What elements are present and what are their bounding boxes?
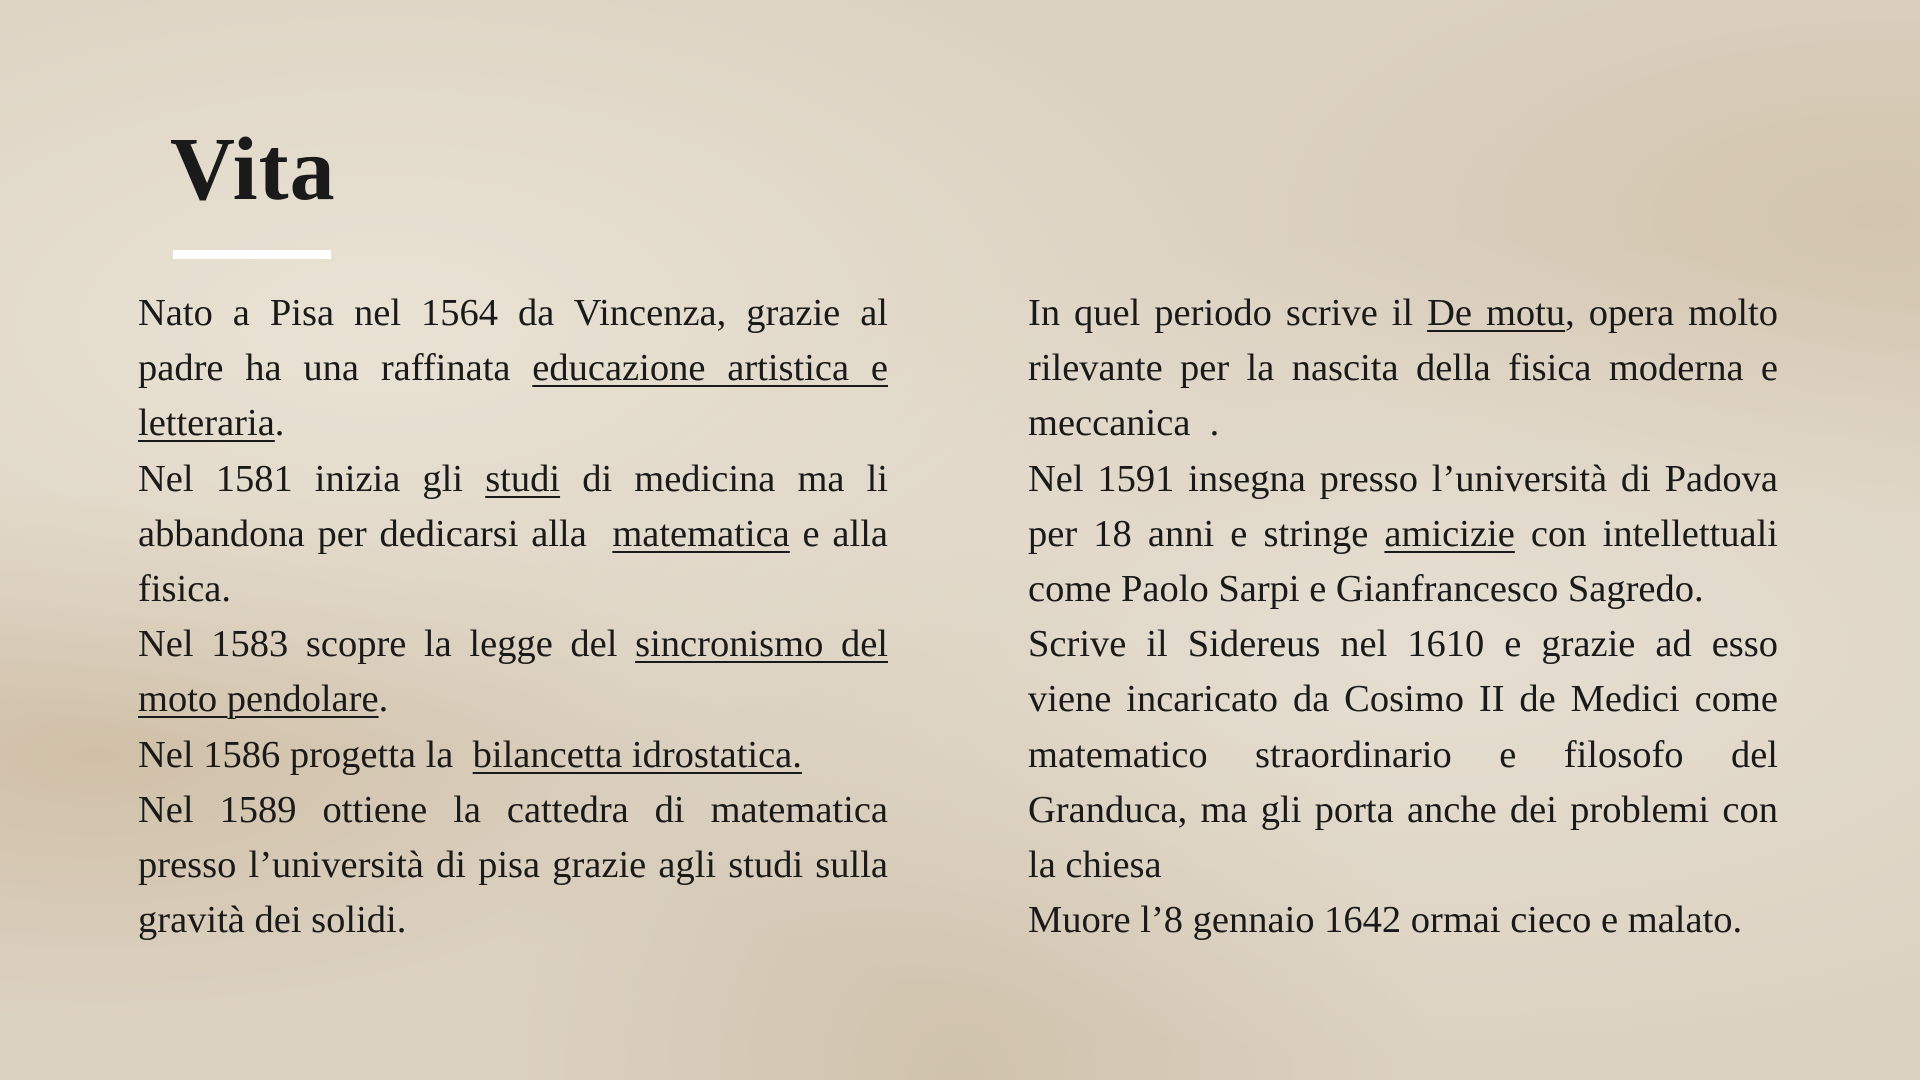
text: Nel 1581 inizia gli bbox=[138, 457, 486, 500]
left-text-column bbox=[138, 286, 898, 948]
text: Nel 1589 ottiene la cattedra di matematica presso l’università di pisa grazie agli studi sulla gravità dei solidi. bbox=[138, 788, 888, 942]
text: Nel 1583 scopre la legge del bbox=[138, 623, 636, 666]
paragraph-1583 bbox=[138, 617, 888, 727]
underlined-term: educazione artistica e letteraria bbox=[138, 347, 888, 445]
text: Nato a Pisa nel 1564 da Vincenza, grazie al padre ha una raffinata bbox=[138, 292, 888, 390]
text: Scrive il Sidereus nel 1610 e grazie ad esso viene incaricato da Cosimo II de Medici come matematico straordinario e filosofo del Granduca, ma gli porta anche dei problemi con la chiesa bbox=[1028, 623, 1778, 887]
text: Nel 1586 progetta la bbox=[138, 733, 473, 776]
paragraph-1586 bbox=[138, 728, 888, 783]
text: In quel periodo scrive il bbox=[1028, 292, 1428, 334]
underlined-term: amicizie bbox=[1384, 512, 1515, 555]
text: Nel 1591 insegna presso l’università di Padova per 18 anni e stringe bbox=[1028, 457, 1778, 555]
underlined-term: bilancetta idrostatica. bbox=[472, 733, 802, 776]
underlined-term: matematica bbox=[612, 512, 790, 555]
paragraph-sidereus bbox=[1028, 617, 1778, 893]
underlined-term: sincronismo del moto pendolare bbox=[138, 623, 888, 721]
paragraph-birth bbox=[138, 286, 888, 452]
text: di medicina ma li abbandona per dedicarsi alla bbox=[138, 457, 898, 555]
slide-title: Vita bbox=[170, 120, 336, 219]
paragraph-1589 bbox=[138, 783, 888, 949]
paragraph-1591 bbox=[1028, 452, 1778, 618]
paragraph-death bbox=[1028, 893, 1778, 948]
underlined-term: studi bbox=[485, 457, 561, 500]
right-text-column bbox=[1028, 286, 1788, 948]
underlined-term: De motu bbox=[1427, 292, 1566, 334]
text: e alla fisica. bbox=[138, 512, 888, 611]
text: , opera molto rilevante per la nascita della fisica moderna e meccanica . bbox=[1028, 292, 1788, 445]
title-underline-bar bbox=[173, 250, 331, 259]
text: . bbox=[378, 678, 389, 721]
text: con intellettuali come Paolo Sarpi e Gianfrancesco Sagredo. bbox=[1028, 512, 1778, 611]
text: Muore l’8 gennaio 1642 ormai cieco e malato. bbox=[1028, 899, 1743, 942]
paragraph-de-motu bbox=[1028, 286, 1788, 452]
paragraph-1581 bbox=[138, 452, 898, 618]
text: . bbox=[274, 402, 285, 445]
